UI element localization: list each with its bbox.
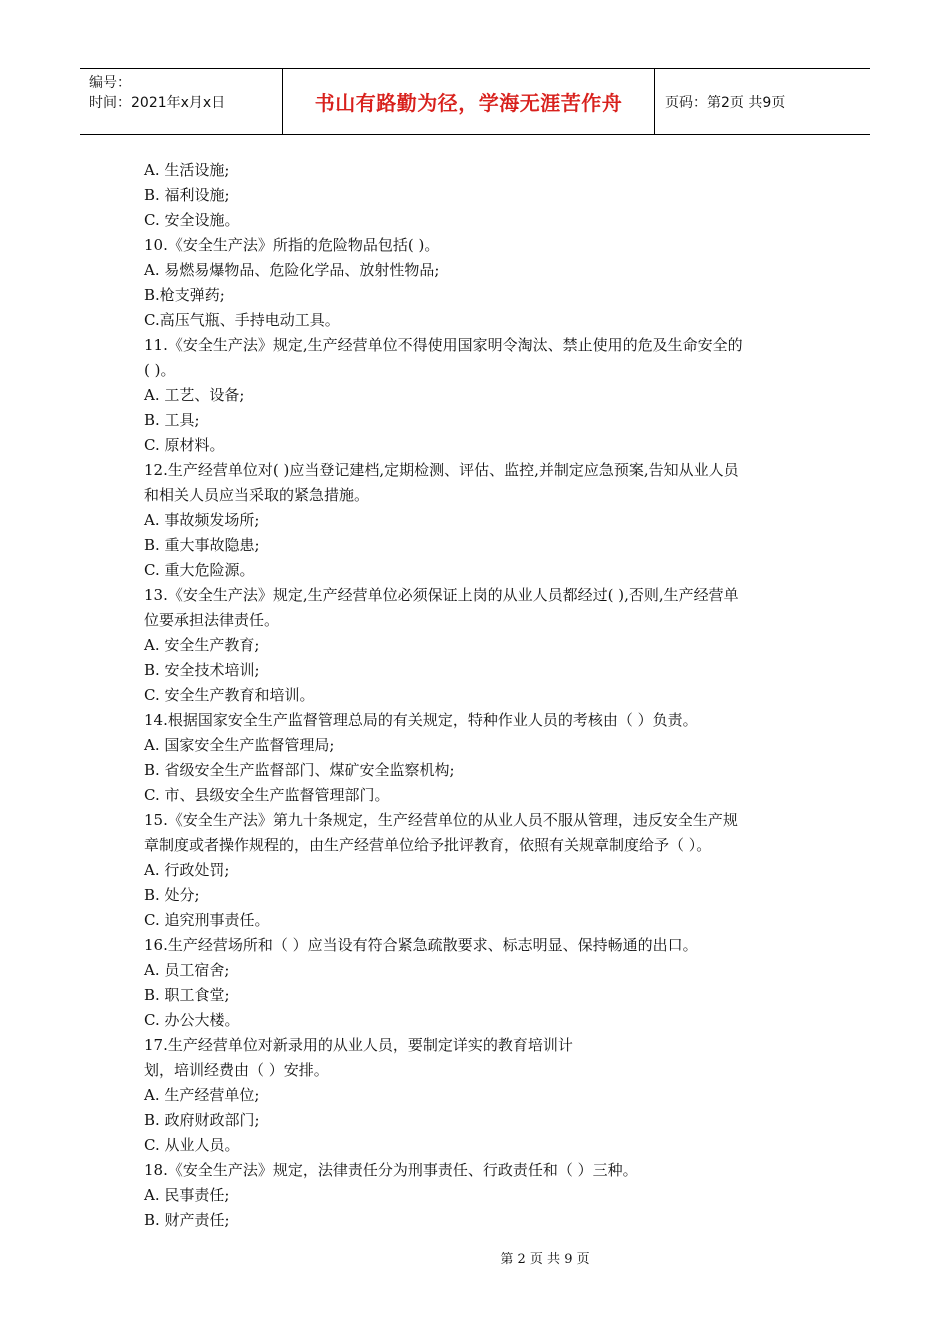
text-line: 和相关人员应当采取的紧急措施。 bbox=[144, 486, 370, 504]
header-page-number: 页码：第2页 共9页 bbox=[665, 94, 786, 111]
text-line: 14.根据国家安全生产监督管理总局的有关规定，特种作业人员的考核由（ ）负责。 bbox=[144, 711, 698, 729]
text-line: 位要承担法律责任。 bbox=[144, 611, 280, 629]
text-line: B. 福利设施; bbox=[144, 186, 230, 204]
header-meta bbox=[80, 69, 283, 134]
text-line: B. 重大事故隐患; bbox=[144, 536, 260, 554]
text-line: A. 员工宿舍; bbox=[144, 961, 230, 979]
text-line: A. 易燃易爆物品、危险化学品、放射性物品; bbox=[144, 261, 440, 279]
text-line: B. 处分; bbox=[144, 886, 200, 904]
page-footer: 第 2 页 共 9 页 bbox=[500, 1252, 590, 1267]
text-line: A. 事故频发场所; bbox=[144, 511, 260, 529]
text-line: C. 市、县级安全生产监督管理部门。 bbox=[144, 786, 390, 804]
text-line: A. 生活设施; bbox=[144, 161, 230, 179]
text-line: C. 追究刑事责任。 bbox=[144, 911, 270, 929]
text-line: B. 政府财政部门; bbox=[144, 1111, 260, 1129]
text-line: B. 安全技术培训; bbox=[144, 661, 260, 679]
text-line: 16.生产经营场所和（ ）应当设有符合紧急疏散要求、标志明显、保持畅通的出口。 bbox=[144, 936, 698, 954]
document-date-label: 时间：2021年x月x日 bbox=[89, 95, 226, 111]
text-line: A. 行政处罚; bbox=[144, 861, 230, 879]
header-motto: 书山有路勤为径，学海无涯苦作舟 bbox=[283, 69, 655, 134]
text-line: C. 从业人员。 bbox=[144, 1136, 240, 1154]
text-line: 10.《安全生产法》所指的危险物品包括( )。 bbox=[144, 236, 440, 254]
text-line: 15.《安全生产法》第九十条规定，生产经营单位的从业人员不服从管理，违反安全生产规 bbox=[144, 811, 738, 829]
text-line: C. 安全生产教育和培训。 bbox=[144, 686, 315, 704]
text-line: 划，培训经费由（ ）安排。 bbox=[144, 1061, 329, 1079]
text-line: A. 民事责任; bbox=[144, 1186, 230, 1204]
text-line: B. 省级安全生产监督部门、煤矿安全监察机构; bbox=[144, 761, 455, 779]
text-line: A. 工艺、设备; bbox=[144, 386, 245, 404]
document-header bbox=[80, 68, 870, 135]
document-number-label: 编号： bbox=[89, 75, 131, 91]
text-line: 章制度或者操作规程的，由生产经营单位给予批评教育，依照有关规章制度给予（ ）。 bbox=[144, 836, 712, 854]
text-line: B. 工具; bbox=[144, 411, 200, 429]
document-body bbox=[144, 158, 816, 1233]
text-line: C. 原材料。 bbox=[144, 436, 225, 454]
text-line: 13.《安全生产法》规定,生产经营单位必须保证上岗的从业人员都经过( ),否则,生产经营单 bbox=[144, 586, 739, 604]
text-line: A. 生产经营单位; bbox=[144, 1086, 260, 1104]
text-line: B. 财产责任; bbox=[144, 1211, 230, 1229]
text-line: 12.生产经营单位对( )应当登记建档,定期检测、评估、监控,并制定应急预案,告知从业人员 bbox=[144, 461, 739, 479]
text-line: C. 重大危险源。 bbox=[144, 561, 255, 579]
text-line: C.高压气瓶、手持电动工具。 bbox=[144, 311, 340, 329]
text-line: B. 职工食堂; bbox=[144, 986, 230, 1004]
text-line: ( )。 bbox=[144, 361, 176, 379]
text-line: A. 安全生产教育; bbox=[144, 636, 260, 654]
text-line: C. 办公大楼。 bbox=[144, 1011, 240, 1029]
text-line: 11.《安全生产法》规定,生产经营单位不得使用国家明令淘汰、禁止使用的危及生命安全的 bbox=[144, 336, 743, 354]
text-line: C. 安全设施。 bbox=[144, 211, 240, 229]
text-line: B.枪支弹药; bbox=[144, 286, 225, 304]
text-line: 17.生产经营单位对新录用的从业人员，要制定详实的教育培训计 bbox=[144, 1036, 573, 1054]
text-line: 18.《安全生产法》规定，法律责任分为刑事责任、行政责任和（ ）三种。 bbox=[144, 1161, 638, 1179]
text-line: A. 国家安全生产监督管理局; bbox=[144, 736, 335, 754]
